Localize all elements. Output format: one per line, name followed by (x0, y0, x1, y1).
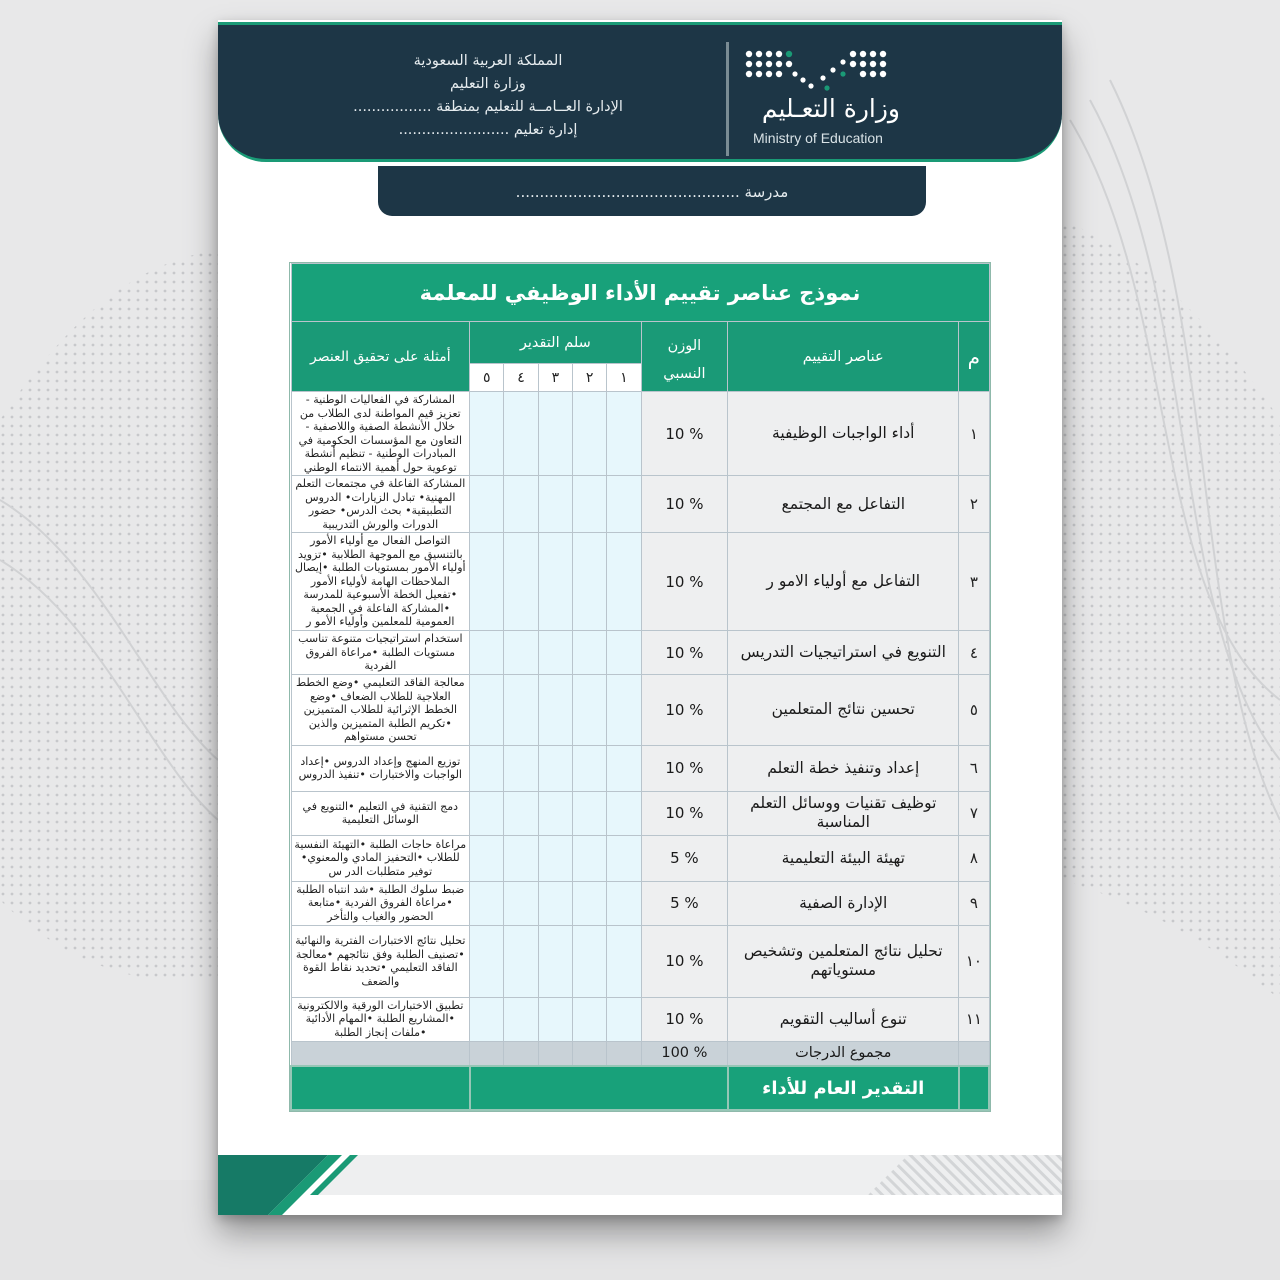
table-row (291, 392, 989, 476)
row-examples: تحليل نتائج الاختبارات الفترية والنهائية •تصنيف الطلبة وفق نتائجهم •معالجة الفاقد التعليمي •تحديد نقاط القوة والضعف (291, 925, 470, 997)
header-weight-line2: النسبي (663, 365, 706, 382)
score-cell-2[interactable] (572, 881, 606, 925)
score-cell-5[interactable] (470, 533, 504, 631)
score-cell-4[interactable] (504, 925, 538, 997)
score-cell-2[interactable] (572, 791, 606, 835)
score-cell-2[interactable] (572, 631, 606, 675)
row-num: ٣ (959, 533, 989, 631)
score-cell-3[interactable] (538, 791, 572, 835)
score-cell-3[interactable] (538, 881, 572, 925)
score-cell-4[interactable] (504, 997, 538, 1041)
row-weight: 10 % (641, 476, 728, 533)
logo-divider (726, 42, 729, 156)
score-cell-1[interactable] (607, 675, 641, 746)
row-weight: 10 % (641, 997, 728, 1041)
ministry-line: وزارة التعليم (450, 76, 526, 92)
score-cell-3[interactable] (538, 631, 572, 675)
score-cell-5[interactable] (470, 392, 504, 476)
header-num: م (959, 322, 989, 392)
country-line: المملكة العربية السعودية (413, 53, 563, 69)
row-num: ١٠ (959, 925, 989, 997)
total-examples-cell (291, 1041, 470, 1066)
row-num: ٩ (959, 881, 989, 925)
row-examples: توزيع المنهج وإعداد الدروس •إعداد الواجبات والاختبارات •تنفيذ الدروس (291, 745, 470, 791)
header-examples: أمثلة على تحقيق العنصر (291, 322, 470, 392)
final-rating-value[interactable] (470, 1066, 728, 1110)
table-row (291, 745, 989, 791)
score-cell-5[interactable] (470, 997, 504, 1041)
score-cell-1[interactable] (607, 745, 641, 791)
score-cell-1[interactable] (607, 791, 641, 835)
table-row (291, 997, 989, 1041)
score-cell-5[interactable] (470, 835, 504, 881)
row-examples: مراعاة حاجات الطلبة •التهيئة النفسية للطلاب •التحفيز المادي والمعنوي• توفير متطلبات الدر س (291, 835, 470, 881)
row-element: تحسين نتائج المتعلمين (728, 675, 959, 746)
row-weight: 5 % (641, 881, 728, 925)
row-element: التنويع في استراتيجيات التدريس (728, 631, 959, 675)
header-accent-line (218, 22, 1062, 25)
table-row (291, 881, 989, 925)
table-row (291, 476, 989, 533)
row-element: تنوع أساليب التقويم (728, 997, 959, 1041)
total-num-cell (959, 1041, 989, 1066)
score-cell-2[interactable] (572, 835, 606, 881)
score-cell-5[interactable] (470, 745, 504, 791)
row-element: تهيئة البيئة التعليمية (728, 835, 959, 881)
score-cell-2[interactable] (572, 997, 606, 1041)
score-cell-3[interactable] (538, 392, 572, 476)
total-score-2[interactable] (572, 1041, 606, 1066)
row-element: أداء الواجبات الوظيفية (728, 392, 959, 476)
score-cell-1[interactable] (607, 835, 641, 881)
score-cell-1[interactable] (607, 392, 641, 476)
score-cell-3[interactable] (538, 533, 572, 631)
score-cell-4[interactable] (504, 745, 538, 791)
score-cell-4[interactable] (504, 631, 538, 675)
document-page (218, 20, 1062, 1215)
region-line: الإدارة العــامــة للتعليم بمنطقة ................. (353, 99, 623, 115)
score-cell-3[interactable] (538, 745, 572, 791)
evaluation-table (290, 263, 990, 1111)
score-cell-4[interactable] (504, 392, 538, 476)
row-examples: استخدام استراتيجيات متنوعة تناسب مستويات الطلبة •مراعاة الفروق الفردية (291, 631, 470, 675)
ministry-logo-english: Ministry of Education (753, 130, 883, 146)
table-row (291, 835, 989, 881)
score-cell-5[interactable] (470, 791, 504, 835)
row-num: ٨ (959, 835, 989, 881)
total-score-4[interactable] (504, 1041, 538, 1066)
row-num: ٤ (959, 631, 989, 675)
score-cell-5[interactable] (470, 925, 504, 997)
footer-decoration (218, 1155, 1062, 1215)
score-cell-3[interactable] (538, 476, 572, 533)
score-cell-5[interactable] (470, 881, 504, 925)
row-weight: 10 % (641, 925, 728, 997)
row-weight: 10 % (641, 392, 728, 476)
score-cell-2[interactable] (572, 476, 606, 533)
row-examples: ضبط سلوك الطلبة •شد انتباه الطلبة •مراعاة الفروق الفردية •متابعة الحضور والغياب والتأخر (291, 881, 470, 925)
score-cell-4[interactable] (504, 881, 538, 925)
score-cell-1[interactable] (607, 881, 641, 925)
score-cell-4[interactable] (504, 533, 538, 631)
total-label: مجموع الدرجات (728, 1041, 959, 1066)
row-num: ٦ (959, 745, 989, 791)
form-title: نموذج عناصر تقييم الأداء الوظيفي للمعلمة (291, 264, 989, 322)
scale-4: ٤ (504, 364, 538, 392)
row-examples: معالجة الفاقد التعليمي •وضع الخطط العلاجية للطلاب الضعاف •وضع الخطط الإثرائية للطلاب المتميزين •تكريم الطلبة المتميزين والذين تحسن مستواهم (291, 675, 470, 746)
table-row (291, 631, 989, 675)
row-element: تحليل نتائج المتعلمين وتشخيص مستوياتهم (728, 925, 959, 997)
score-cell-1[interactable] (607, 925, 641, 997)
row-num: ٧ (959, 791, 989, 835)
table-row (291, 675, 989, 746)
final-label: التقدير العام للأداء (728, 1066, 959, 1110)
final-examples-cell (291, 1066, 470, 1110)
row-num: ٢ (959, 476, 989, 533)
row-weight: 10 % (641, 791, 728, 835)
score-cell-1[interactable] (607, 631, 641, 675)
score-cell-4[interactable] (504, 835, 538, 881)
row-examples: المشاركة الفاعلة في مجتمعات التعلم المهنية• تبادل الزيارات• الدروس التطبيقية• بحث الدرس• حضور الدورات والورش التدريبية (291, 476, 470, 533)
header-weight-line1: الوزن (667, 337, 702, 354)
table-row (291, 533, 989, 631)
score-cell-1[interactable] (607, 533, 641, 631)
header-banner (218, 22, 1062, 162)
row-examples: المشاركة في الفعاليات الوطنية - تعزيز قيم المواطنة لدى الطلاب من خلال الأنشطة الصفية واللاصفية - التعاون مع المؤسسات الحكومية في المبادرات الوطنية - تنظيم أنشطة توعوية حول أهمية الانتماء الوطني (291, 392, 470, 476)
score-cell-3[interactable] (538, 675, 572, 746)
row-examples: تطبيق الاختبارات الورقية والالكترونية •المشاريع الطلبة •المهام الأدائية •ملفات إنجاز الطلبة (291, 997, 470, 1041)
header-scale: سلم التقدير (470, 322, 641, 364)
score-cell-5[interactable] (470, 476, 504, 533)
row-examples: التواصل الفعال مع أولياء الأمور بالتنسيق مع الموجهة الطلابية •تزويد أولياء الأمور بمستويات الطلبة •إيصال الملاحظات الهامة لأولياء الأمور •تفعيل الخطة الأسبوعية للمدرسة •المشاركة الفاعلة في الجمعية العمومية للمعلمين وأولياء الأمو ر (291, 533, 470, 631)
final-rating-row (291, 1066, 989, 1110)
scale-5: ٥ (470, 364, 504, 392)
score-cell-4[interactable] (504, 476, 538, 533)
total-row (291, 1041, 989, 1066)
header-element: عناصر التقييم (728, 322, 959, 392)
ministry-logo-arabic: وزارة التعـليم (761, 94, 900, 123)
row-weight: 10 % (641, 533, 728, 631)
final-num-cell (959, 1066, 989, 1110)
row-examples: دمج التقنية في التعليم •التنويع في الوسائل التعليمية (291, 791, 470, 835)
score-cell-5[interactable] (470, 675, 504, 746)
score-cell-2[interactable] (572, 675, 606, 746)
score-cell-3[interactable] (538, 997, 572, 1041)
row-weight: 10 % (641, 745, 728, 791)
admin-info-block (328, 50, 648, 142)
score-cell-5[interactable] (470, 631, 504, 675)
total-score-1[interactable] (607, 1041, 641, 1066)
directorate-line: إدارة تعليم ........................ (398, 122, 578, 138)
table-row (291, 925, 989, 997)
scale-2: ٢ (572, 364, 606, 392)
score-cell-1[interactable] (607, 476, 641, 533)
score-cell-3[interactable] (538, 925, 572, 997)
header-weight (641, 322, 728, 392)
school-name-field: مدرسة ............................................... (378, 166, 926, 216)
table-row (291, 791, 989, 835)
total-score-3[interactable] (538, 1041, 572, 1066)
row-weight: 10 % (641, 631, 728, 675)
score-cell-4[interactable] (504, 791, 538, 835)
score-cell-4[interactable] (504, 675, 538, 746)
total-score-5[interactable] (470, 1041, 504, 1066)
score-cell-3[interactable] (538, 835, 572, 881)
score-cell-2[interactable] (572, 533, 606, 631)
score-cell-2[interactable] (572, 392, 606, 476)
score-cell-2[interactable] (572, 745, 606, 791)
row-element: التفاعل مع أولياء الامو ر (728, 533, 959, 631)
row-element: الإدارة الصفية (728, 881, 959, 925)
row-element: إعداد وتنفيذ خطة التعلم (728, 745, 959, 791)
ministry-logo-dots-icon (743, 48, 893, 94)
row-weight: 10 % (641, 675, 728, 746)
row-num: ٥ (959, 675, 989, 746)
row-num: ١١ (959, 997, 989, 1041)
row-element: توظيف تقنيات ووسائل التعلم المناسبة (728, 791, 959, 835)
scale-1: ١ (607, 364, 641, 392)
score-cell-1[interactable] (607, 997, 641, 1041)
row-num: ١ (959, 392, 989, 476)
total-weight: 100 % (641, 1041, 728, 1066)
row-weight: 5 % (641, 835, 728, 881)
row-element: التفاعل مع المجتمع (728, 476, 959, 533)
scale-3: ٣ (538, 364, 572, 392)
score-cell-2[interactable] (572, 925, 606, 997)
